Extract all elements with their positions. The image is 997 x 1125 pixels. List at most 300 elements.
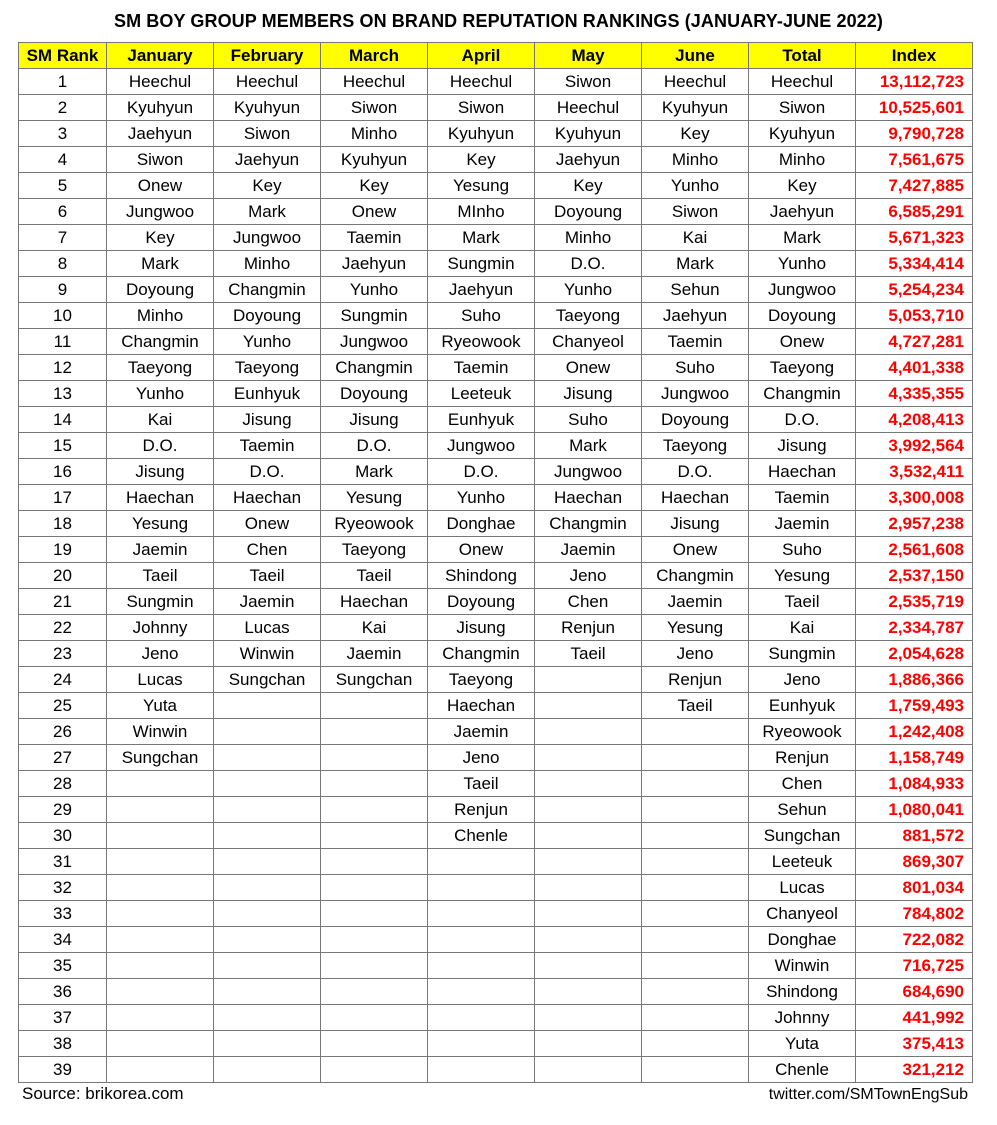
member-cell	[642, 1057, 749, 1083]
member-cell: Winwin	[107, 719, 214, 745]
table-body	[19, 69, 973, 1083]
member-cell	[214, 901, 321, 927]
member-cell: Kyuhyun	[107, 95, 214, 121]
member-cell	[642, 849, 749, 875]
member-cell: Doyoung	[214, 303, 321, 329]
member-cell	[428, 1057, 535, 1083]
member-cell: Kyuhyun	[321, 147, 428, 173]
member-cell	[214, 771, 321, 797]
member-cell: Donghae	[749, 927, 856, 953]
member-cell: Jaemin	[428, 719, 535, 745]
member-cell: Sungmin	[749, 641, 856, 667]
member-cell: Jaemin	[535, 537, 642, 563]
member-cell	[642, 901, 749, 927]
member-cell	[214, 797, 321, 823]
table-row	[19, 823, 973, 849]
member-cell: Jungwoo	[107, 199, 214, 225]
member-cell	[535, 693, 642, 719]
member-cell: Jaehyun	[749, 199, 856, 225]
table-row	[19, 875, 973, 901]
table-row	[19, 797, 973, 823]
member-cell: Mark	[749, 225, 856, 251]
member-cell	[535, 1057, 642, 1083]
member-cell: Siwon	[214, 121, 321, 147]
member-cell	[214, 1005, 321, 1031]
member-cell	[642, 875, 749, 901]
member-cell: Renjun	[428, 797, 535, 823]
member-cell: Jaehyun	[214, 147, 321, 173]
member-cell: Yunho	[107, 381, 214, 407]
member-cell: Sehun	[642, 277, 749, 303]
member-cell: Haechan	[642, 485, 749, 511]
rank-cell: 9	[19, 277, 107, 303]
member-cell	[642, 771, 749, 797]
member-cell	[321, 901, 428, 927]
member-cell	[321, 875, 428, 901]
index-cell: 2,957,238	[856, 511, 973, 537]
member-cell: Taeyong	[321, 537, 428, 563]
member-cell	[321, 953, 428, 979]
member-cell	[535, 823, 642, 849]
table-row	[19, 589, 973, 615]
member-cell	[107, 797, 214, 823]
member-cell	[535, 797, 642, 823]
index-cell: 321,212	[856, 1057, 973, 1083]
member-cell: Johnny	[107, 615, 214, 641]
member-cell: Jeno	[749, 667, 856, 693]
table-row	[19, 537, 973, 563]
member-cell: Doyoung	[428, 589, 535, 615]
member-cell	[535, 667, 642, 693]
member-cell	[214, 823, 321, 849]
member-cell: Jaehyun	[535, 147, 642, 173]
member-cell: Jaehyun	[642, 303, 749, 329]
index-cell: 1,080,041	[856, 797, 973, 823]
member-cell: Key	[749, 173, 856, 199]
index-cell: 1,886,366	[856, 667, 973, 693]
member-cell: Yesung	[428, 173, 535, 199]
member-cell: Jaemin	[749, 511, 856, 537]
member-cell: Jeno	[642, 641, 749, 667]
member-cell	[535, 979, 642, 1005]
member-cell: Taeil	[642, 693, 749, 719]
member-cell: Jaehyun	[428, 277, 535, 303]
member-cell	[535, 745, 642, 771]
member-cell: Mark	[214, 199, 321, 225]
rank-cell: 11	[19, 329, 107, 355]
rank-cell: 7	[19, 225, 107, 251]
member-cell	[642, 1031, 749, 1057]
member-cell: Taeyong	[535, 303, 642, 329]
index-cell: 441,992	[856, 1005, 973, 1031]
rank-cell: 1	[19, 69, 107, 95]
member-cell: Taeyong	[642, 433, 749, 459]
member-cell: Heechul	[642, 69, 749, 95]
member-cell: Yesung	[642, 615, 749, 641]
member-cell: Eunhyuk	[428, 407, 535, 433]
table-row	[19, 355, 973, 381]
member-cell: Winwin	[749, 953, 856, 979]
table-row	[19, 745, 973, 771]
member-cell: Sungchan	[321, 667, 428, 693]
member-cell: Onew	[321, 199, 428, 225]
member-cell	[428, 953, 535, 979]
index-cell: 2,334,787	[856, 615, 973, 641]
table-row	[19, 147, 973, 173]
member-cell: Jaehyun	[107, 121, 214, 147]
index-cell: 13,112,723	[856, 69, 973, 95]
member-cell: D.O.	[535, 251, 642, 277]
rank-cell: 33	[19, 901, 107, 927]
member-cell: Kai	[642, 225, 749, 251]
member-cell	[107, 849, 214, 875]
rank-cell: 23	[19, 641, 107, 667]
member-cell: D.O.	[428, 459, 535, 485]
member-cell: Taeyong	[428, 667, 535, 693]
member-cell: Haechan	[214, 485, 321, 511]
member-cell	[107, 953, 214, 979]
member-cell: Minho	[749, 147, 856, 173]
table-row	[19, 329, 973, 355]
member-cell: Yuta	[107, 693, 214, 719]
rank-cell: 26	[19, 719, 107, 745]
index-cell: 3,300,008	[856, 485, 973, 511]
member-cell: Yunho	[749, 251, 856, 277]
member-cell: Taeyong	[107, 355, 214, 381]
member-cell	[321, 745, 428, 771]
member-cell: Jaemin	[642, 589, 749, 615]
member-cell	[321, 849, 428, 875]
member-cell: Yunho	[428, 485, 535, 511]
index-cell: 784,802	[856, 901, 973, 927]
member-cell: Jisung	[749, 433, 856, 459]
member-cell: Sehun	[749, 797, 856, 823]
column-header: April	[428, 43, 535, 69]
table-row	[19, 1031, 973, 1057]
member-cell: Jaemin	[321, 641, 428, 667]
member-cell: Heechul	[749, 69, 856, 95]
index-cell: 2,054,628	[856, 641, 973, 667]
member-cell	[642, 979, 749, 1005]
member-cell: Jisung	[107, 459, 214, 485]
rank-cell: 22	[19, 615, 107, 641]
member-cell	[321, 1057, 428, 1083]
member-cell: Jisung	[321, 407, 428, 433]
table-row	[19, 225, 973, 251]
member-cell: Jisung	[428, 615, 535, 641]
rank-cell: 14	[19, 407, 107, 433]
member-cell: Taemin	[321, 225, 428, 251]
member-cell: Heechul	[428, 69, 535, 95]
member-cell: Yunho	[535, 277, 642, 303]
member-cell: Minho	[214, 251, 321, 277]
member-cell: Chanyeol	[535, 329, 642, 355]
member-cell: Jungwoo	[428, 433, 535, 459]
member-cell: Yunho	[321, 277, 428, 303]
member-cell: Chenle	[749, 1057, 856, 1083]
table-row	[19, 1005, 973, 1031]
member-cell: Jisung	[535, 381, 642, 407]
member-cell: MInho	[428, 199, 535, 225]
rank-cell: 34	[19, 927, 107, 953]
table-row	[19, 251, 973, 277]
member-cell: Changmin	[107, 329, 214, 355]
member-cell	[214, 693, 321, 719]
member-cell: Taeyong	[214, 355, 321, 381]
member-cell: Key	[642, 121, 749, 147]
member-cell: Lucas	[749, 875, 856, 901]
table-row	[19, 927, 973, 953]
member-cell: Taemin	[749, 485, 856, 511]
member-cell: D.O.	[107, 433, 214, 459]
member-cell: Jisung	[642, 511, 749, 537]
rank-cell: 4	[19, 147, 107, 173]
member-cell: Chen	[535, 589, 642, 615]
member-cell: Key	[428, 147, 535, 173]
member-cell	[642, 823, 749, 849]
member-cell: Jungwoo	[535, 459, 642, 485]
column-header: June	[642, 43, 749, 69]
rank-cell: 25	[19, 693, 107, 719]
member-cell: Jisung	[214, 407, 321, 433]
table-header-row	[19, 43, 973, 69]
member-cell	[107, 979, 214, 1005]
member-cell: Shindong	[749, 979, 856, 1005]
table-row	[19, 1057, 973, 1083]
member-cell: Changmin	[749, 381, 856, 407]
index-cell: 2,537,150	[856, 563, 973, 589]
member-cell: Minho	[642, 147, 749, 173]
rank-cell: 6	[19, 199, 107, 225]
member-cell: Eunhyuk	[214, 381, 321, 407]
member-cell: Haechan	[428, 693, 535, 719]
index-cell: 684,690	[856, 979, 973, 1005]
member-cell: Yunho	[642, 173, 749, 199]
member-cell: Changmin	[535, 511, 642, 537]
member-cell: Sungmin	[321, 303, 428, 329]
rank-cell: 27	[19, 745, 107, 771]
member-cell	[107, 1057, 214, 1083]
index-cell: 869,307	[856, 849, 973, 875]
member-cell: Jungwoo	[749, 277, 856, 303]
member-cell	[214, 979, 321, 1005]
member-cell: Jaemin	[107, 537, 214, 563]
member-cell: Heechul	[321, 69, 428, 95]
index-cell: 10,525,601	[856, 95, 973, 121]
member-cell: Sungchan	[107, 745, 214, 771]
member-cell	[321, 693, 428, 719]
table-row	[19, 173, 973, 199]
index-cell: 2,561,608	[856, 537, 973, 563]
index-cell: 9,790,728	[856, 121, 973, 147]
member-cell: Sungmin	[107, 589, 214, 615]
rank-cell: 5	[19, 173, 107, 199]
member-cell: Suho	[428, 303, 535, 329]
member-cell: Taeil	[749, 589, 856, 615]
rank-cell: 3	[19, 121, 107, 147]
index-cell: 4,335,355	[856, 381, 973, 407]
table-row	[19, 849, 973, 875]
rank-cell: 31	[19, 849, 107, 875]
member-cell: Doyoung	[642, 407, 749, 433]
member-cell: Ryeowook	[321, 511, 428, 537]
member-cell: Onew	[642, 537, 749, 563]
index-cell: 722,082	[856, 927, 973, 953]
member-cell: Suho	[749, 537, 856, 563]
member-cell: Haechan	[535, 485, 642, 511]
rank-cell: 17	[19, 485, 107, 511]
member-cell	[214, 1031, 321, 1057]
table-row	[19, 69, 973, 95]
index-cell: 2,535,719	[856, 589, 973, 615]
table-row	[19, 953, 973, 979]
table-row	[19, 771, 973, 797]
member-cell: Siwon	[428, 95, 535, 121]
member-cell: Chen	[749, 771, 856, 797]
table-row	[19, 277, 973, 303]
member-cell: Kyuhyun	[535, 121, 642, 147]
member-cell: Winwin	[214, 641, 321, 667]
member-cell: Taeil	[321, 563, 428, 589]
member-cell: D.O.	[321, 433, 428, 459]
rank-cell: 2	[19, 95, 107, 121]
table-row	[19, 693, 973, 719]
member-cell: Siwon	[107, 147, 214, 173]
member-cell: Mark	[535, 433, 642, 459]
member-cell	[214, 745, 321, 771]
rank-cell: 19	[19, 537, 107, 563]
table-row	[19, 979, 973, 1005]
member-cell	[428, 1031, 535, 1057]
index-cell: 7,561,675	[856, 147, 973, 173]
member-cell: Onew	[535, 355, 642, 381]
index-cell: 4,727,281	[856, 329, 973, 355]
ranking-table	[18, 42, 973, 1083]
member-cell: Johnny	[749, 1005, 856, 1031]
member-cell	[214, 953, 321, 979]
index-cell: 1,084,933	[856, 771, 973, 797]
member-cell: Yesung	[321, 485, 428, 511]
member-cell	[642, 953, 749, 979]
member-cell: Mark	[107, 251, 214, 277]
member-cell: Taeil	[107, 563, 214, 589]
member-cell: Renjun	[749, 745, 856, 771]
member-cell: Leeteuk	[749, 849, 856, 875]
table-row	[19, 459, 973, 485]
member-cell: Ryeowook	[428, 329, 535, 355]
rank-cell: 39	[19, 1057, 107, 1083]
column-header: January	[107, 43, 214, 69]
table-row	[19, 511, 973, 537]
member-cell	[107, 823, 214, 849]
member-cell: Kyuhyun	[749, 121, 856, 147]
member-cell	[428, 927, 535, 953]
table-row	[19, 485, 973, 511]
member-cell: Mark	[642, 251, 749, 277]
member-cell	[214, 875, 321, 901]
member-cell	[535, 927, 642, 953]
rank-cell: 37	[19, 1005, 107, 1031]
index-cell: 4,208,413	[856, 407, 973, 433]
column-header: Total	[749, 43, 856, 69]
rank-cell: 8	[19, 251, 107, 277]
index-cell: 716,725	[856, 953, 973, 979]
index-cell: 7,427,885	[856, 173, 973, 199]
table-row	[19, 121, 973, 147]
member-cell	[642, 927, 749, 953]
member-cell	[107, 1031, 214, 1057]
index-cell: 375,413	[856, 1031, 973, 1057]
member-cell: Taeil	[535, 641, 642, 667]
member-cell: Yesung	[107, 511, 214, 537]
member-cell: Yunho	[214, 329, 321, 355]
member-cell: Minho	[535, 225, 642, 251]
member-cell	[428, 849, 535, 875]
column-header: Index	[856, 43, 973, 69]
member-cell: Key	[107, 225, 214, 251]
member-cell: Kai	[107, 407, 214, 433]
rank-cell: 20	[19, 563, 107, 589]
index-cell: 801,034	[856, 875, 973, 901]
member-cell: Jungwoo	[642, 381, 749, 407]
member-cell	[321, 719, 428, 745]
table-row	[19, 615, 973, 641]
member-cell	[107, 771, 214, 797]
rank-cell: 32	[19, 875, 107, 901]
credit-note: twitter.com/SMTownEngSub	[768, 1086, 968, 1103]
member-cell: Minho	[321, 121, 428, 147]
column-header: SM Rank	[19, 43, 107, 69]
table-row	[19, 641, 973, 667]
member-cell	[321, 1031, 428, 1057]
member-cell: Lucas	[214, 615, 321, 641]
index-cell: 5,053,710	[856, 303, 973, 329]
rank-cell: 10	[19, 303, 107, 329]
member-cell	[214, 927, 321, 953]
member-cell	[321, 797, 428, 823]
member-cell: Leeteuk	[428, 381, 535, 407]
member-cell: Sungchan	[749, 823, 856, 849]
rank-cell: 21	[19, 589, 107, 615]
index-cell: 6,585,291	[856, 199, 973, 225]
member-cell: Haechan	[749, 459, 856, 485]
member-cell	[535, 1031, 642, 1057]
source-note: Source: brikorea.com	[22, 1084, 184, 1103]
member-cell: Chenle	[428, 823, 535, 849]
member-cell: Siwon	[642, 199, 749, 225]
member-cell: Onew	[107, 173, 214, 199]
rank-cell: 16	[19, 459, 107, 485]
table-row	[19, 563, 973, 589]
table-row	[19, 95, 973, 121]
member-cell	[428, 979, 535, 1005]
member-cell: Kai	[749, 615, 856, 641]
member-cell	[642, 797, 749, 823]
member-cell: Doyoung	[749, 303, 856, 329]
table-row	[19, 667, 973, 693]
member-cell: Taemin	[642, 329, 749, 355]
table-row	[19, 901, 973, 927]
member-cell: Heechul	[107, 69, 214, 95]
member-cell: Siwon	[535, 69, 642, 95]
table-row	[19, 407, 973, 433]
member-cell	[535, 849, 642, 875]
page-title: SM BOY GROUP MEMBERS ON BRAND REPUTATION RANKINGS (JANUARY-JUNE 2022)	[114, 11, 883, 31]
member-cell: Yuta	[749, 1031, 856, 1057]
rank-cell: 30	[19, 823, 107, 849]
member-cell: Taemin	[214, 433, 321, 459]
member-cell	[321, 771, 428, 797]
